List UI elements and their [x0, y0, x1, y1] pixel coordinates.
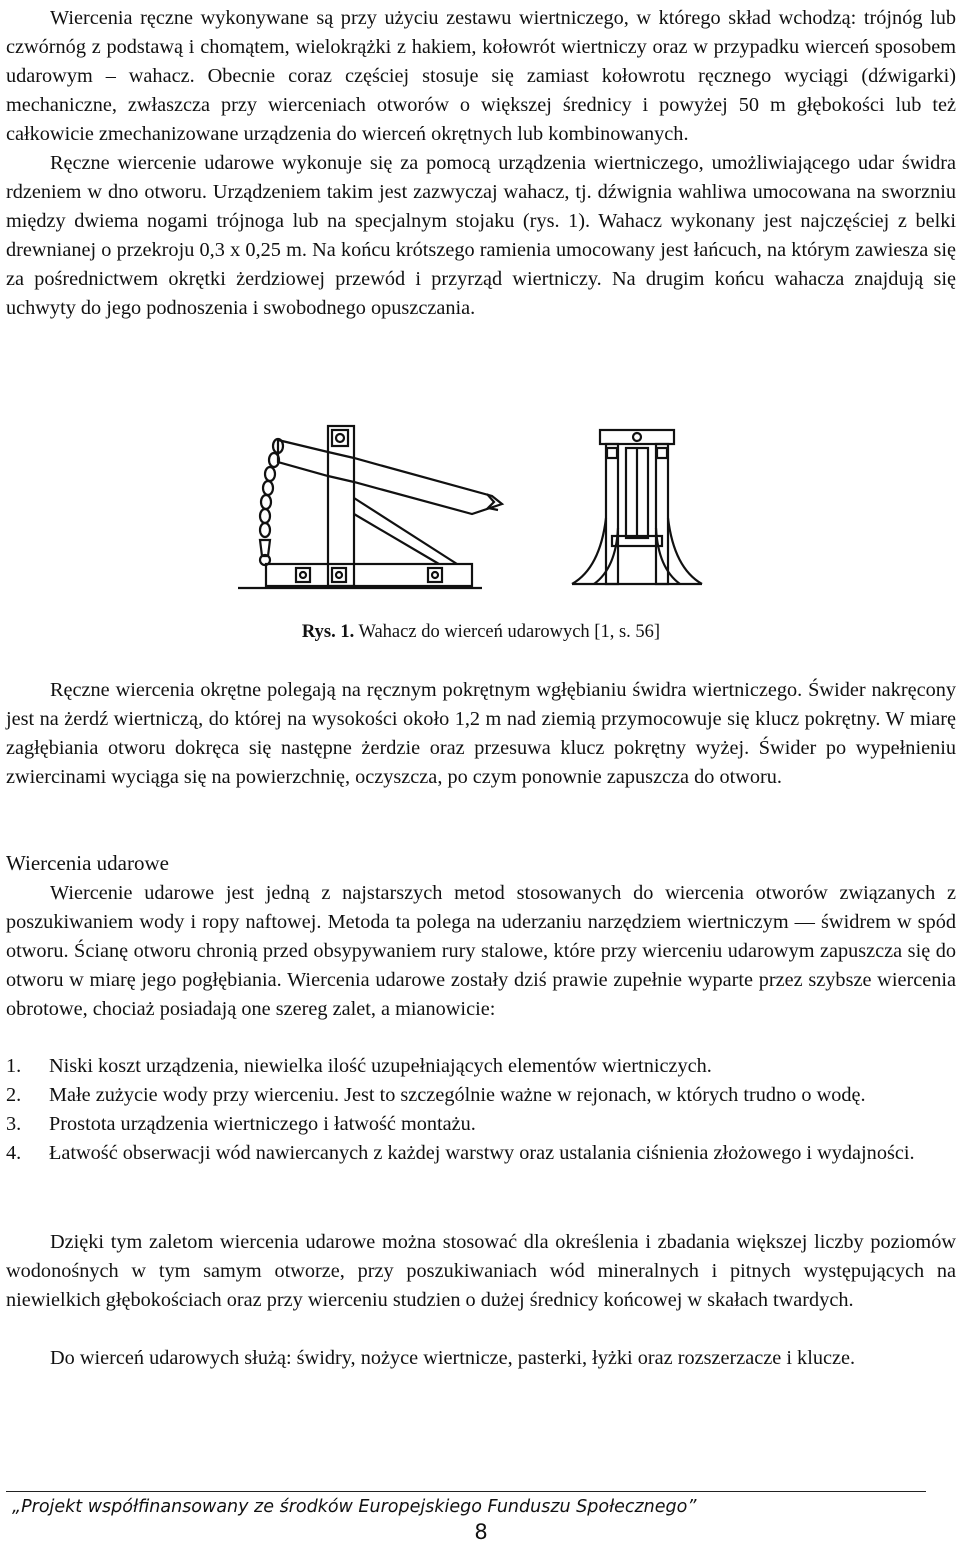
list-number: 2. — [6, 1084, 22, 1106]
list-item — [6, 1139, 956, 1168]
paragraph-percussion-manual: Ręczne wiercenie udarowe wykonuje się za pomocą urządzenia wiertniczego, umożliwiającego udar świdra rdzeniem w dno otworu. Urządzeniem takim jest zazwyczaj wahacz, tj. dźwignia wahliwa umocowana na sworzniu między dwiema nogami trójnoga lub na specjalnym stojaku (rys. 1). Wahacz wykonany jest najczęściej z belki drewnianej o przekroju 0,3 x 0,25 m. Na końcu krótszego ramienia umocowany jest łańcuch, na którym zawiesza się za pośrednictwem okrętki żerdziowej przewód i przyrząd wiertniczy. Na drugim końcu wahacza znajdują się uchwyty do jego podnoszenia i swobodnego opuszczania. — [6, 152, 956, 319]
list-text: Niski koszt urządzenia, niewielka ilość uzupełniających elementów wiertniczych. — [49, 1055, 712, 1077]
paragraph-rotary-manual: Ręczne wiercenia okrętne polegają na ręcznym pokrętnym wgłębianiu świdra wiertniczego. Świder nakręcony jest na żerdź wiertniczą, do której na wysokości około 1,2 m nad ziemią przymocowuje się klucz pokrętny. W miarę zagłębiania otworu dokręca się następne żerdzie oraz przesuwa klucz pokrętny wyżej. Świder po wypełnieniu zwiercinami wyciąga się na powierzchnię, oczyszcza, po czym ponownie zapuszcza do otworu. — [6, 679, 956, 788]
paragraph-hand-drilling: Wiercenia ręczne wykonywane są przy użyciu zestawu wiertniczego, w którego skład wchodzą: trójnóg lub czwórnóg z podstawą i chomątem, wielokrążki z hakiem, kołowrót wiertniczy oraz w przypadku wierceń sposobem udarowym – wahacz. Obecnie coraz częściej stosuje się zamiast kołowrotu ręcznego wyciągi (dźwigarki) mechaniczne, zwłaszcza przy wierceniach otworów o większej średnicy i powyżej 50 m głębokości lub też całkowicie zmechanizowane urządzenia do wierceń okrętnych lub kombinowanych. — [6, 7, 956, 145]
list-text: Łatwość obserwacji wód nawiercanych z każdej warstwy oraz ustalania ciśnienia złożowego i wydajności. — [49, 1142, 915, 1164]
list-number: 3. — [6, 1113, 22, 1135]
footer-text: „Projekt współfinansowany ze środków Europejskiego Funduszu Społecznego” — [12, 1497, 697, 1517]
caption-text: Wahacz do wierceń udarowych [1, s. 56] — [354, 622, 661, 642]
list-text: Małe zużycie wody przy wierceniu. Jest to szczególnie ważne w rejonach, w których trudno o wodę. — [49, 1084, 866, 1106]
figure-caption — [6, 618, 956, 647]
caption-label: Rys. 1. — [301, 622, 355, 642]
section-heading: Wiercenia udarowe — [6, 851, 169, 875]
list-item — [6, 1110, 956, 1139]
paragraph-advantages-summary: Dzięki tym zaletom wiercenia udarowe można stosować dla określenia i zbadania większej liczby poziomów wodonośnych w tym samym otworze, przy poszukiwaniach wód mineralnych i pitnych występujących na niewielkich głębokościach oraz przy wierceniu studzien o dużej średnicy końcowej w skałach twardych. — [6, 1231, 956, 1311]
paragraph-percussion-drilling: Wiercenie udarowe jest jedną z najstarszych metod stosowanych do wiercenia otworów związanych z poszukiwaniem wody i ropy naftowej. Metoda ta polega na uderzaniu narzędziem wiertniczym — świdrem w spód otworu. Ścianę otworu chronią przed obsypywaniem rury stalowe, które przy wierceniu udarowym zapuszcza się do otworu w miarę jego pogłębiania. Wiercenia udarowe zostały dziś prawie zupełnie wyparte przez szybsze wiercenia obrotowe, chociaż posiadają one szereg zalet, a mianowicie: — [6, 882, 956, 1020]
intro-section — [6, 4, 956, 323]
footer-divider — [6, 1491, 926, 1492]
list-number: 4. — [6, 1142, 22, 1164]
list-item — [6, 1081, 956, 1110]
list-number: 1. — [6, 1055, 22, 1077]
advantages-list — [6, 1052, 956, 1168]
list-item — [6, 1052, 956, 1081]
paragraph-tools: Do wierceń udarowych służą: świdry, nożyce wiertnicze, pasterki, łyżki oraz rozszerzacze i klucze. — [50, 1347, 856, 1369]
figure-rocker-drawing — [232, 418, 708, 602]
page-number: 8 — [474, 1520, 488, 1544]
list-text: Prostota urządzenia wiertniczego i łatwość montażu. — [49, 1113, 476, 1135]
